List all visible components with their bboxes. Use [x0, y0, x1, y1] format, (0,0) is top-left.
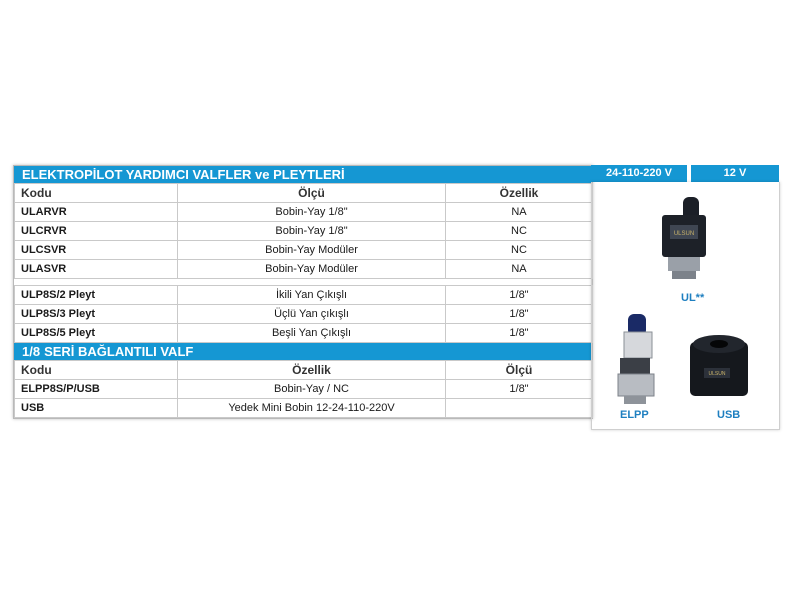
- section1-title: ELEKTROPİLOT YARDIMCI VALFLER ve PLEYTLERİ: [22, 167, 345, 182]
- elpp-valve-image: [610, 312, 662, 408]
- row-size: Bobin-Yay Modüler: [178, 241, 446, 260]
- ul-badge-text: ULSUN: [673, 231, 695, 237]
- row-feature: 1/8": [446, 324, 593, 343]
- table-row: [15, 305, 593, 324]
- row-size: [446, 399, 593, 418]
- section1-header-row: [15, 184, 593, 203]
- header-olcu: Ölçü: [178, 184, 446, 203]
- row-feature: 1/8": [446, 286, 593, 305]
- section1-title-bar: [14, 166, 592, 183]
- usb-coil-image: [684, 330, 756, 400]
- section2-title: SERİ BAĞLANTILI VALF: [44, 344, 194, 359]
- row-code: ULP8S/5 Pleyt: [15, 324, 178, 343]
- row-code: ULARVR: [15, 203, 178, 222]
- row-feature: Bobin-Yay / NC: [178, 380, 446, 399]
- row-code: ULCSVR: [15, 241, 178, 260]
- row-feature: Yedek Mini Bobin 12-24-110-220V: [178, 399, 446, 418]
- header-olcu: Ölçü: [446, 361, 593, 380]
- table-row: [15, 324, 593, 343]
- header-kodu: Kodu: [15, 184, 178, 203]
- row-code: ULP8S/2 Pleyt: [15, 286, 178, 305]
- table-row: [15, 222, 593, 241]
- row-code: ULP8S/3 Pleyt: [15, 305, 178, 324]
- row-feature: NA: [446, 260, 593, 279]
- ul-label: UL**: [681, 292, 705, 304]
- usb-label: USB: [717, 409, 741, 421]
- plate-table: [14, 285, 593, 343]
- usb-badge-text: ULSUN: [708, 371, 726, 377]
- voltage-header-ac: 24-110-220 V: [591, 165, 687, 182]
- table-row: [15, 260, 593, 279]
- row-feature: 1/8": [446, 305, 593, 324]
- section2-title-num: 1/8: [22, 344, 41, 359]
- ul-valve-image: [650, 195, 722, 285]
- section2-header-row: [15, 361, 593, 380]
- header-ozellik: Özellik: [178, 361, 446, 380]
- row-size: Beşli Yan Çıkışlı: [178, 324, 446, 343]
- elpp-label: ELPP: [620, 409, 649, 421]
- table-row: [15, 241, 593, 260]
- table-row: [15, 286, 593, 305]
- row-code: ULASVR: [15, 260, 178, 279]
- header-kodu: Kodu: [15, 361, 178, 380]
- section2-table: [14, 360, 593, 418]
- row-code: ULCRVR: [15, 222, 178, 241]
- row-size: Bobin-Yay 1/8": [178, 203, 446, 222]
- valve-table-panel: [13, 165, 593, 419]
- row-size: Bobin-Yay Modüler: [178, 260, 446, 279]
- row-size: Bobin-Yay 1/8": [178, 222, 446, 241]
- row-feature: NA: [446, 203, 593, 222]
- row-feature: NC: [446, 222, 593, 241]
- section1-table: [14, 183, 593, 279]
- table-row: [15, 380, 593, 399]
- header-ozellik: Özellik: [446, 184, 593, 203]
- row-size: İkili Yan Çıkışlı: [178, 286, 446, 305]
- row-size: Üçlü Yan çıkışlı: [178, 305, 446, 324]
- row-code: ELPP8S/P/USB: [15, 380, 178, 399]
- voltage-header-dc: 12 V: [691, 165, 779, 182]
- table-row: [15, 399, 593, 418]
- row-size: 1/8": [446, 380, 593, 399]
- section2-title-bar: [14, 343, 592, 360]
- row-feature: NC: [446, 241, 593, 260]
- row-code: USB: [15, 399, 178, 418]
- table-row: [15, 203, 593, 222]
